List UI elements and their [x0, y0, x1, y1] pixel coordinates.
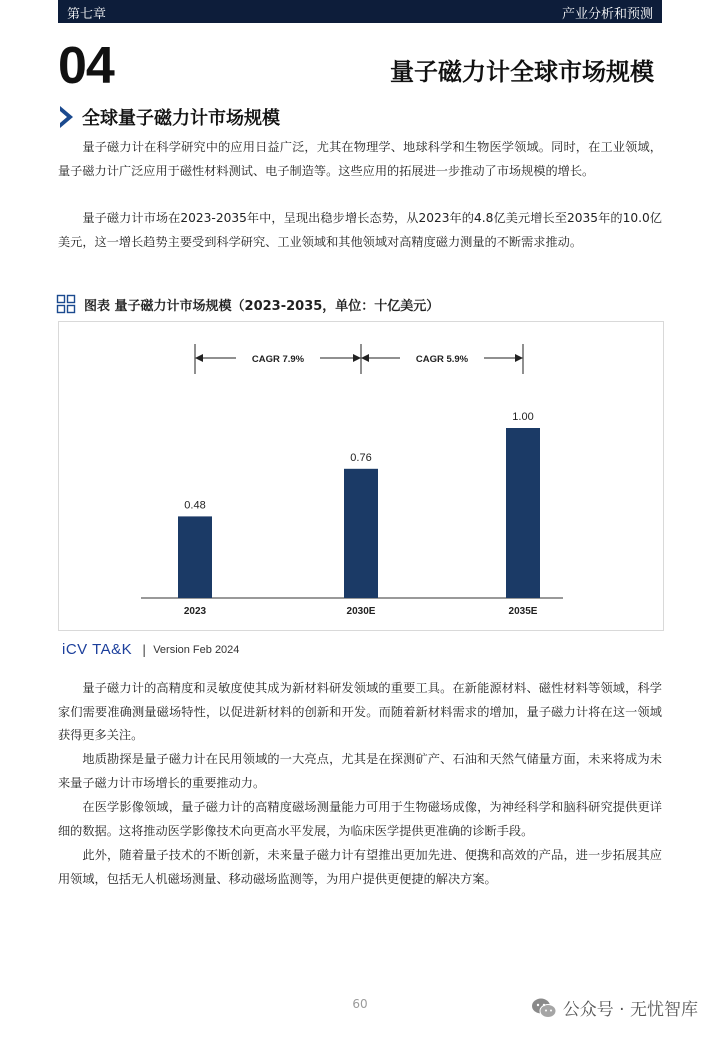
paragraph-future: 此外，随着量子技术的不断创新，未来量子磁力计有望推出更加先进、便携和高效的产品，进一步拓展其应用领域，包括无人机磁场测量、移动磁场监测等，为用户提供更便捷的解决方案。 [58, 848, 662, 886]
version-label: Version Feb 2024 [153, 643, 240, 656]
bar-chart [59, 322, 665, 632]
chapter-header-bar [58, 0, 662, 23]
page-number: 60 [352, 997, 368, 1011]
section-label: 产业分析和预测 [561, 7, 653, 22]
value-label-2035E: 1.00 [512, 411, 534, 423]
cagr-label-1: CAGR 5.9% [415, 354, 469, 365]
value-label-2023: 0.48 [184, 499, 206, 512]
value-label-2030E: 0.76 [350, 451, 372, 464]
tick-label-2030E: 2030E [346, 606, 376, 617]
wechat-icon [531, 997, 557, 1019]
paragraph-applications: 量子磁力计在科学研究中的应用日益广泛，尤其在物理学、地球科学和生物医学领域。同时，在工业领域，量子磁力计广泛应用于磁性材料测试、电子制造等。这些应用的拓展进一步推动了市场规模的增长。 [58, 140, 662, 178]
paragraph-materials: 量子磁力计的高精度和灵敏度使其成为新材料研发领域的重要工具。在新能源材料、磁性材料等领域，科学家们需要准确测量磁场特性，以促进新材料的创新和开发。而随着新材料需求的增加，量子磁力计将在这一领域获得更多关注。 [58, 681, 662, 742]
subheading [58, 104, 280, 130]
watermark [531, 995, 698, 1020]
paragraph-market-growth: 量子磁力计市场在2023-2035年中，呈现出稳步增长态势，从2023年的4.8亿美元增长至2035年的10.0亿美元，这一增长趋势主要受到科学研究、工业领域和其他领域对高精度磁力测量的不断需求推动。 [58, 211, 662, 249]
market-size-chart [58, 321, 664, 631]
bar-2023 [178, 516, 212, 598]
brand-logo: iCV TA&K [62, 641, 133, 658]
chapter-label: 第七章 [67, 7, 107, 22]
section-title: 量子磁力计全球市场规模 [390, 57, 654, 86]
paragraph-medical: 在医学影像领域，量子磁力计的高精度磁场测量能力可用于生物磁场成像，为神经科学和脑科研究提供更详细的数据。这将推动医学影像技术向更高水平发展，为临床医学提供更准确的诊断手段。 [58, 800, 662, 838]
chart-grid-icon [56, 294, 76, 314]
tick-label-2023: 2023 [183, 606, 207, 617]
paragraph-geology: 地质勘探是量子磁力计在民用领域的一大亮点，尤其是在探测矿产、石油和天然气储量方面，未来将成为未来量子磁力计市场增长的重要推动力。 [58, 752, 662, 790]
cagr-label-0: CAGR 7.9% [251, 354, 305, 365]
figure-caption-text: 图表 量子磁力计市场规模（2023-2035，单位：十亿美元） [84, 298, 440, 314]
brand-footer [62, 641, 239, 658]
subheading-text: 全球量子磁力计市场规模 [82, 108, 280, 129]
watermark-text: 公众号 · 无忧智库 [562, 1000, 698, 1020]
bar-2030E [344, 469, 378, 598]
figure-caption [56, 294, 439, 314]
chevron-right-icon [58, 104, 76, 130]
bar-2035E [506, 428, 540, 598]
section-number: 04 [58, 37, 114, 95]
brand-separator: | [142, 642, 147, 657]
tick-label-2035E: 2035E [508, 606, 538, 617]
